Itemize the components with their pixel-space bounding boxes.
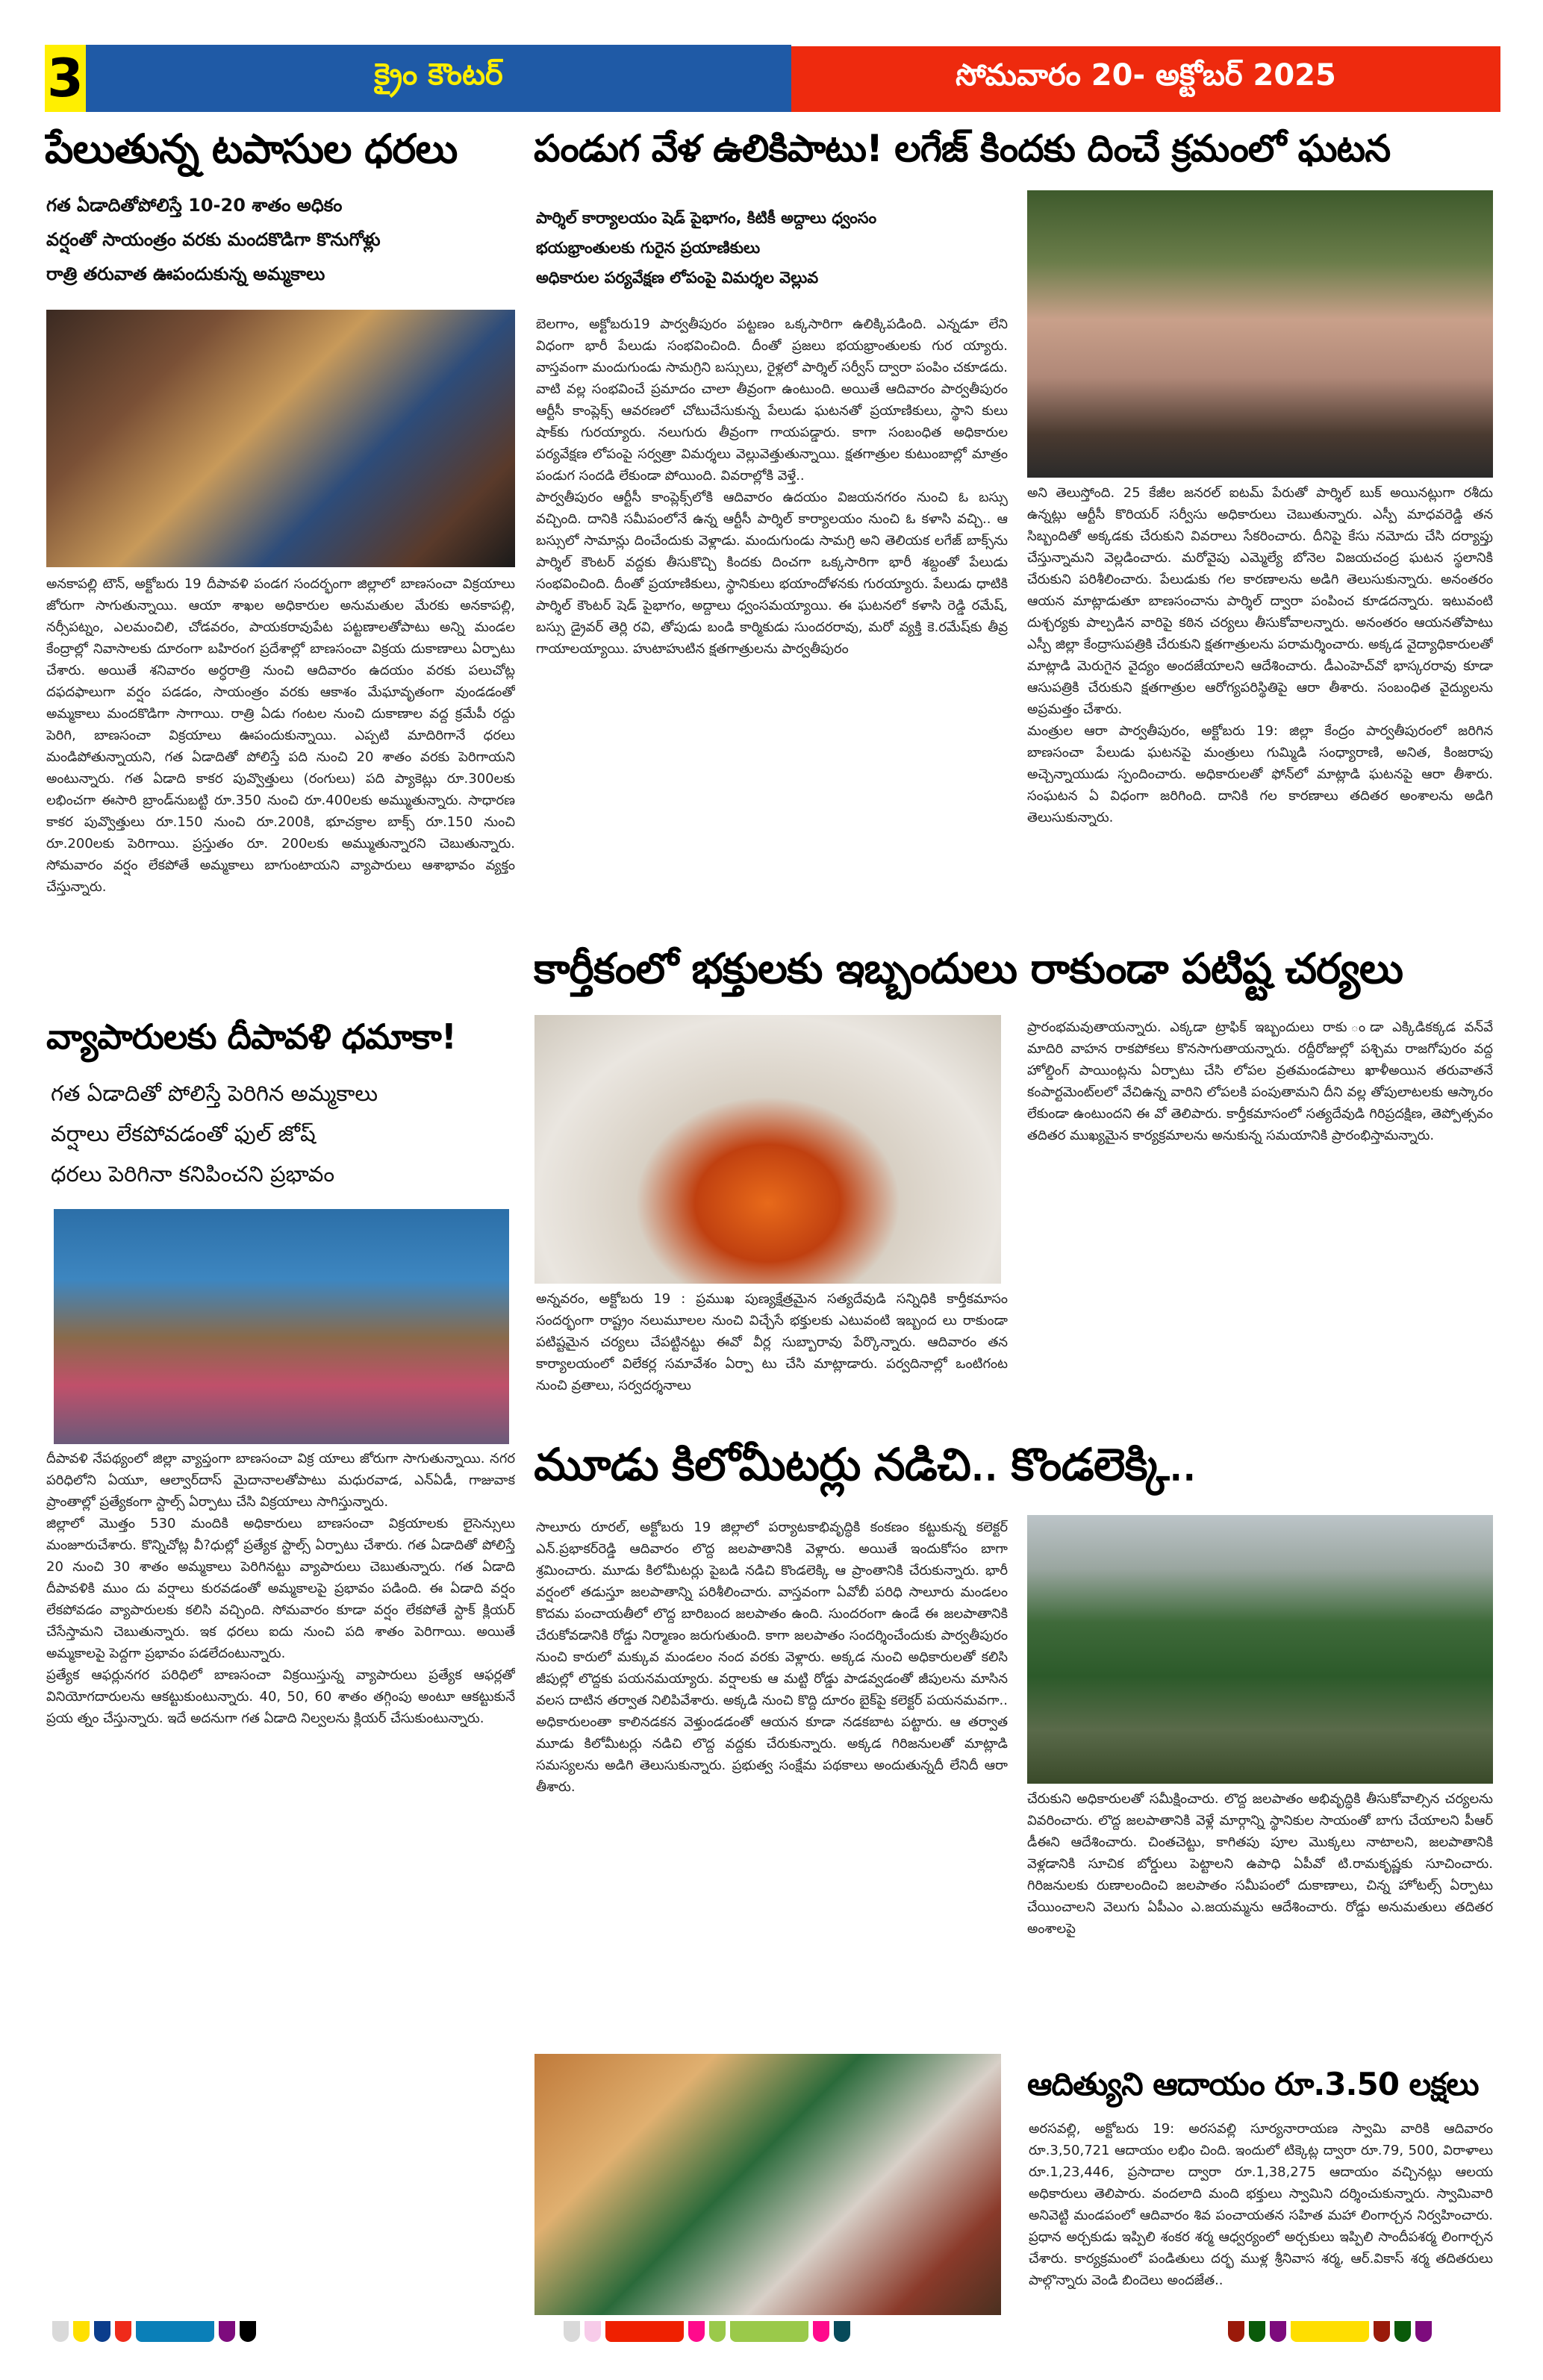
paragraph: పార్వతీపురం ఆర్టీసీ కాంప్లెక్స్‌లోకి ఆదివారం ఉదయం విజయనగరం నుంచి ఓ బస్సు వచ్చింది. దానికి సమీపంలోనే ఉన్న ఆర్టీసీ పార్శిల్ కార్యాలయం నుంచి ఓ కళాసి వచ్చి.. ఆ బస్సులో సామాన్లు దించేందుకు వెళ్లాడు. మందుగుండు సామగ్రి అని తెలియక లగేజ్ బాక్స్‌ను పార్శిల్ కౌంటర్ వద్దకు తీసుకొచ్చి కిందకు దించగా ఒక్కసారిగా భారీ శబ్దంతో పేలుడు సంభవించింది. దీంతో ప్రయాణికులు, స్థానికులు భయాందోళనకు గురయ్యారు. పేలుడు ధాటికి పార్శిల్ కౌంటర్ షెడ్ పైభాగం, అద్దాలు ధ్వంసమయ్యాయి. ఈ ఘటనలో కళాసి రెడ్డి రమేష్, బస్సు డ్రైవర్ తెర్లి రవి, తోపుడు బండి కార్మికుడు సుందరరావు, మరో వ్యక్తి కె.రమేష్‌కు తీవ్ర గాయాలయ్యాయి. హుటాహుటిన క్షతగాత్రులను పార్వతీపురం (536, 490, 1008, 657)
color-swatch (1228, 2321, 1244, 2342)
subhead: ధరలు పెరిగినా కనిపించని ప్రభావం (51, 1161, 335, 1187)
color-swatch (73, 2321, 90, 2342)
color-swatch (94, 2321, 110, 2342)
photo-cracker-shop (46, 310, 515, 567)
page-number: 3 (45, 45, 86, 112)
color-swatch (688, 2321, 705, 2342)
subhead: గత ఏడాదితో పోలిస్తే పెరిగిన అమ్మకాలు (51, 1081, 378, 1106)
color-swatch (115, 2321, 131, 2342)
subheads-crackers (46, 188, 517, 291)
color-swatch (585, 2321, 601, 2342)
color-swatch (1374, 2321, 1390, 2342)
photo-blast-site (1027, 190, 1493, 478)
body-blast-continued (1027, 482, 1493, 930)
color-bar-right (1228, 2321, 1432, 2342)
body-karthika-continued: ప్రారంభమవుతాయన్నారు. ఎక్కడా ట్రాఫిక్ ఇబ్బందులు రాకు ండా ఎక్కిడికక్కడ వన్‌వే మాదిరి వాహన రాకపోకలు కొనసాగుతాయన్నారు. రద్దీరోజుల్లో పశ్చిమ రాజగోపురం వద్ద హోల్డింగ్ పాయింట్లను ఏర్పాటు చేసి లోపల వ్రతమండపాలు ఖాళీఅయిన తరువాతనే కంపార్టమెంట్‌లలో వేచిఉన్న వారిని లోపలకి పంపుతామని దీని వల్ల తోపులాటలకు ఆస్కారం లేకుండా ఉంటుందని ఈ వో తెలిపారు. కార్తీకమాసంలో సత్యదేవుడి గిరిప్రదక్షిణ, తెప్పోత్సవం తదితర ముఖ్యమైన కార్యక్రమాలను అనుకున్న సమయానికి ప్రారంభిస్తామన్నారు. (1027, 1019, 1493, 1143)
color-swatch (564, 2321, 580, 2342)
photo-temple-eo (534, 1015, 1001, 1284)
headline-blast: పండుగ వేళ ఉలికిపాటు! లగేజ్ కిందకు దించే క్రమంలో ఘటన (534, 127, 1391, 170)
subhead: భయభ్రాంతులకు గురైన ప్రయాణికులు (536, 239, 761, 257)
color-bar-left (52, 2321, 256, 2342)
color-swatch (1291, 2321, 1369, 2342)
paragraph: బెలగాం, అక్టోబరు19 పార్వతీపురం పట్టణం ఒక్కసారిగా ఉలిక్కిపడింది. ఎన్నడూ లేని విధంగా భారీ పేలుడు సంభవించింది. దీంతో ప్రజలు భయభ్రాంతులకు గుర య్యారు. వాస్తవంగా మందుగుండు సామగ్రిని బస్సులు, రైళ్లలో పార్శిల్ సర్వీస్ ద్వారా పంపిం చకూడదు. వాటి వల్ల సంభవించే ప్రమాదం చాలా తీవ్రంగా ఉంటుంది. అయితే ఆదివారం పార్వతీపురం ఆర్టీసీ కాంప్లెక్స్ ఆవరణలో చోటుచేసుకున్న పేలుడు ఘటనతో ప్రయాణికులు, స్థాని కులు షాక్‌కు గురయ్యారు. నలుగురు తీవ్రంగా గాయపడ్డారు. కాగా సంబంధిత అధికారుల పర్యవేక్షణ లోపంపై సర్వత్రా విమర్శలు వెల్లువెత్తుతున్నాయి. క్షతగాత్రుల కుటుంబాల్లో మాత్రం పండుగ సందడి లేకుండా పోయింది. వివరాల్లోకి వెళ్తే.. (536, 316, 1008, 484)
photo-waterfall-group (1027, 1515, 1493, 1784)
color-swatch (136, 2321, 214, 2342)
headline-waterfall: మూడు కిలోమీటర్లు నడిచి.. కొండలెక్కి.. (534, 1439, 1196, 1491)
color-swatch (1415, 2321, 1432, 2342)
subhead: పార్శిల్ కార్యాలయం షెడ్ పైభాగం, కిటికీ అద్దాలు ధ్వంసం (536, 209, 877, 227)
photo-felicitation (534, 2054, 1001, 2315)
color-swatch (730, 2321, 808, 2342)
subhead: అధికారుల పర్యవేక్షణ లోపంపై విమర్శల వెల్లువ (536, 269, 819, 287)
color-swatch (240, 2321, 256, 2342)
paragraph: జిల్లాలో మొత్తం 530 మందికి అధికారులు బాణసంచా విక్రయాలకు లైసెన్సులు మంజూరుచేశారు. కొన్నిచోట్ల వీ?ధుల్లో ప్రత్యేక స్టాల్స్ ఏర్పాటు చేశారు. గత ఏడాదితో పోలిస్తే 20 నుంచి 30 శాతం అమ్మకాలు పెరిగినట్టు వ్యాపారులు చెబుతున్నారు. గత ఏడాది దీపావళికి ముం దు వర్షాలు కురవడంతో అమ్మకాలపై ప్రభావం పడింది. ఈ ఏడాది వర్షం లేకపోవడం వ్యాపారులకు కలిసి వచ్చింది. సోమవారం కూడా వర్షం లేకపోతే స్టాక్ క్లియర్ చేసేస్తామని చెబుతున్నారు. ఇక ధరలు ఐదు నుంచి పది శాతం పెరిగాయి. అయితే అమ్మకాలపై పెద్దగా ప్రభావం పడలేదంటున్నారు. (46, 1516, 515, 1661)
color-swatch (219, 2321, 235, 2342)
headline-aditya: ఆదిత్యుని ఆదాయం రూ.3.50 లక్షలు (1027, 2066, 1479, 2102)
subheads-diwali (51, 1073, 514, 1194)
body-crackers: అనకాపల్లి టౌన్, అక్టోబరు 19 దీపావళి పండగ సందర్భంగా జిల్లాలో బాణసంచా విక్రయాలు జోరుగా సాగుతున్నాయి. ఆయా శాఖల అధికారుల అనుమతుల మేరకు అనకాపల్లి, నర్సీపట్నం, ఎలమంచిలి, చోడవరం, పాయకరావుపేట పట్టణాలతోపాటు అన్ని మండల కేంద్రాల్లో నివాసాలకు దూరంగా బహిరంగ ప్రదేశాల్లో బాణసంచా విక్రయ దుకాణాలు ఏర్పాటు చేశారు. అయితే శనివారం అర్ధరాత్రి నుంచి ఆదివారం ఉదయం వరకు పలుచోట్ల దఫదఫాలుగా వర్షం పడడం, సాయంత్రం వరకు ఆకాశం మేఘావృతంగా వుండడంతో అమ్మకాలు మందకొడిగా సాగాయి. రాత్రి ఏడు గంటల నుంచి దుకాణాల వద్ద క్రమేపీ రద్దు పెరిగి, బాణసంచా విక్రయాలు ఊపందుకున్నాయి. ఎప్పటి మాదిరిగానే ధరలు మండిపోతున్నాయని, గత ఏడాదితో పోలిస్తే పది నుంచి 20 శాతం వరకు పెరిగాయని అంటున్నారు. గత ఏడాది కాకర పువ్వొత్తులు (రంగులు) పది ప్యాకెట్లు రూ.300లకు లభించగా ఈసారి బ్రాండ్‌నుబట్టి రూ.350 నుంచి రూ.400లకు అమ్ముతున్నారు. సాధారణ కాకర పువ్వొత్తులు రూ.150 నుంచి రూ.200కి, భూచక్రాల బాక్స్ రూ.150 నుంచి రూ.200లకు పెరిగాయి. ప్రస్తుతం రూ. 200లకు అమ్ముతున్నారని చెబుతున్నారు. సోమవారం వర్షం లేకపోతే అమ్మకాలు బాగుంటాయని వ్యాపారులు ఆశాభావం వ్యక్తం చేస్తున్నారు. (46, 576, 515, 895)
color-swatch (1394, 2321, 1411, 2342)
subhead: గత ఏడాదితోపోలిస్తే 10-20 శాతం అధికం (46, 195, 343, 216)
color-swatch (1270, 2321, 1286, 2342)
body-waterfall-continued: చేరుకుని అధికారులతో సమీక్షించారు. లొద్ద జలపాతం అభివృద్ధికి తీసుకోవాల్సిన చర్యలను వివరించారు. లొద్ద జలపాతానికి వెళ్లే మార్గాన్ని స్థానికుల సాయంతో బాగు చేయాలని పీఆర్ డీఈని ఆదేశించారు. చింతచెట్టు, కాగితపు పూల మొక్కలు నాటాలని, జలపాతానికి వెళ్లడానికి సూచిక బోర్డులు పెట్టాలని ఉపాధి ఏపీవో టి.రామకృష్ణకు సూచించారు. గిరిజనులకు రుణాలందించి జలపాతం సమీపంలో దుకాణాలు, చిన్న హోటల్స్ ఏర్పాటు చేయించాలని వెలుగు ఏపీఎం ఎ.జయమ్మను ఆదేశించారు. రోడ్డు అనుమతులు తదితర అంశాలపై (1027, 1791, 1493, 1937)
color-swatch (605, 2321, 684, 2342)
paragraph: మంత్రుల ఆరా పార్వతీపురం, అక్టోబరు 19: జిల్లా కేంద్రం పార్వతీపురంలో జరిగిన బాణసంచా పేలుడు ఘటనపై మంత్రులు గుమ్మిడి సంధ్యారాణి, అనిత, కింజరాపు అచ్చెన్నాయుడు స్పందించారు. అధికారులతో ఫోన్‌లో మాట్లాడి ఘటనపై ఆరా తీశారు. సంఘటన ఏ విధంగా జరిగింది. దానికి గల కారణాలు తదితర అంశాలను అడిగి తెలుసుకున్నారు. (1027, 723, 1493, 825)
subheads-blast (536, 203, 1006, 293)
color-swatch (709, 2321, 726, 2342)
body-blast (536, 313, 1008, 933)
body-waterfall: సాలూరు రూరల్, అక్టోబరు 19 జిల్లాలో పర్యాటకాభివృద్ధికి కంకణం కట్టుకున్న కలెక్టర్ ఎన్.ప్రభాకర్‌రెడ్డి ఆదివారం లొద్ద జలపాతానికి వెళ్లారు. అయితే ఇందుకోసం బాగా శ్రమించారు. మూడు కిలోమీటర్లు పైబడి నడిచి కొండలెక్కి ఆ ప్రాంతానికి చేరుకున్నారు. భారీ వర్షంలో తడుస్తూ జలపాతాన్ని పరిశీలించారు. వాస్తవంగా ఏవోబీ పరిధి సాలూరు మండలం కొదమ పంచాయతీలో లొద్ద బారిబంద జలపాతం ఉంది. సుందరంగా ఉండే ఈ జలపాతానికి చేరుకోవడానికి రోడ్డు నిర్మాణం జరుగుతుంది. కాగా జలపాతం సందర్శించేందుకు పార్వతీపురం నుంచి కారులో మక్కువ మండలం నంద వరకు వెళ్లారు. అక్కడ నుంచి అధికారులతో కలిసి జీపుల్లో లొద్దకు పయనమయ్యారు. వర్షాలకు ఆ మట్టి రోడ్డు పాడవ్వడంతో జీపులను మాసిన వలస దాటిన తర్వాత నిలిపివేశారు. అక్కడి నుంచి కొద్ది దూరం బైక్‌పై కలెక్టర్ పయనమవగా.. అధికారులంతా కాలినడకన వెళ్తుండడంతో ఆయన కూడా నడకబాట పట్టారు. ఆ తర్వాత మూడు కిలోమీటర్లు నడిచి లొద్ద వద్దకు చేరుకున్నారు. అక్కడ గిరిజనులతో మాట్లాడి సమస్యలను అడిగి తెలుసుకున్నారు. ప్రభుత్వ సంక్షేమ పథకాలు అందుతున్నదీ లేనిదీ ఆరా తీశారు. (536, 1519, 1008, 1795)
photo-cracker-stalls (54, 1209, 509, 1444)
color-swatch (52, 2321, 69, 2342)
headline-diwali: వ్యాపారులకు దీపావళి ధమాకా! (46, 1016, 456, 1057)
issue-date: సోమవారం 20- అక్టోబర్ 2025 (791, 46, 1500, 112)
color-swatch (813, 2321, 829, 2342)
subhead: వర్షంతో సాయంత్రం వరకు మందకొడిగా కొనుగోళ్లు (46, 229, 381, 250)
paragraph: అని తెలుస్తోంది. 25 కేజీల జనరల్ ఐటమ్ పేరుతో పార్శిల్ బుక్ అయినట్లుగా రశీదు ఉన్నట్లు ఆర్టీసీ కొరియర్ సర్వీసు అధికారులు చెబుతున్నారు. ఎస్పీ మాధవరెడ్డి తన సిబ్బందితో అక్కడకు చేరుకుని వివరాలు సేకరించారు. దీనిపై కేసు నమోదు చేసి దర్యాప్తు చేస్తున్నామని వెల్లడించారు. మరోవైపు ఎమ్మెల్యే బోనెల విజయచంద్ర ఘటన స్థలానికి చేరుకుని పరిశీలించారు. పేలుడుకు గల కారణాలను అడిగి తెలుసుకున్నారు. అనంతరం ఆయన మాట్లాడుతూ బాణసంచాను పార్శిల్ ద్వారా పంపించ కూడదన్నారు. ఇటువంటి దుశ్చర్యకు పాల్పడిన వారిపై కఠిన చర్యలు తీసుకోవాలన్నారు. అనంతరం ఆయనతోపాటు ఎస్పీ జిల్లా కేంద్రాసుపత్రికి చేరుకుని క్షతగాత్రులను పరామర్శించారు. అక్కడ వైద్యాధికారులతో మాట్లాడి మెరుగైన వైద్యం అందజేయాలని ఆదేశించారు. డీఎంహెచ్‌వో భాస్కరరావు కూడా ఆసుపత్రికి చేరుకుని క్షతగాత్రుల ఆరోగ్యపరిస్థితిపై ఆరా తీశారు. సంబంధిత వైద్యులను అప్రమత్తం చేశారు. (1027, 485, 1493, 717)
color-swatch (834, 2321, 850, 2342)
section-title: క్రైం కౌంటర్ (86, 45, 791, 112)
body-karthika: అన్నవరం, అక్టోబరు 19 : ప్రముఖ పుణ్యక్షేత్రమైన సత్యదేవుడి సన్నిధికి కార్తీకమాసం సందర్భంగా రాష్ట్రం నలుమూలల నుంచి విచ్చేసే భక్తులకు ఎటువంటి ఇబ్బంద లు రాకుండా పటిష్టమైన చర్యలు చేపట్టినట్టు ఈవో వీర్ల సుబ్బారావు పేర్కొన్నారు. ఆదివారం తన కార్యాలయంలో విలేకర్ల సమావేశం ఏర్పా టు చేసి మాట్లాడారు. పర్వదినాల్లో ఒంటిగంట నుంచి వ్రతాలు, సర్వదర్శనాలు (536, 1291, 1008, 1393)
color-swatch (1249, 2321, 1265, 2342)
paragraph: దీపావళి నేపథ్యంలో జిల్లా వ్యాప్తంగా బాణసంచా విక్ర యాలు జోరుగా సాగుతున్నాయి. నగర పరిధిలోని ఏయూ, ఆల్వార్‌దాస్ మైదానాలతోపాటు మధురవాడ, ఎన్ఏడీ, గాజువాక ప్రాంతాల్లో ప్రత్యేకంగా స్టాల్స్ ఏర్పాటు చేసి విక్రయాలు సాగిస్తున్నారు. (46, 1451, 515, 1510)
headline-karthika: కార్తీకంలో భక్తులకు ఇబ్బందులు రాకుండా పటిష్ట చర్యలు (534, 945, 1403, 993)
subhead: రాత్రి తరువాత ఊపందుకున్న అమ్మకాలు (46, 263, 325, 284)
body-diwali (46, 1448, 515, 2314)
paragraph: ప్రత్యేక ఆఫర్లునగర పరిధిలో బాణసంచా విక్రయిస్తున్న వ్యాపారులు ప్రత్యేక ఆఫర్లతో వినియోగదారులను ఆకట్టుకుంటున్నారు. 40, 50, 60 శాతం తగ్గింపు అంటూ ఆకట్టుకునే ప్రయ త్నం చేస్తున్నారు. ఇదే అదనుగా గత ఏడాది నిల్వలను క్లియర్ చేసుకుంటున్నారు. (46, 1667, 515, 1726)
headline-crackers: పేలుతున్న టపాసుల ధరలు (45, 125, 458, 172)
color-bar-middle (564, 2321, 850, 2342)
body-aditya: అరసవల్లి, అక్టోబరు 19: అరసవల్లి సూర్యనారాయణ స్వామి వారికి ఆదివారం రూ.3,50,721 ఆదాయం లభిం చింది. ఇందులో టిక్కెట్ల ద్వారా రూ.79, 500, విరాళాలు రూ.1,23,446, ప్రసాదాల ద్వారా రూ.1,38,275 ఆదాయం వచ్చినట్లు ఆలయ అధికారులు తెలిపారు. వందలాది మంది భక్తులు స్వామిని దర్శించుకున్నారు. స్వామివారి అనివెట్టి మండపంలో ఆదివారం శివ పంచాయతన సహిత మహా లింగార్చన నిర్వహించారు. ప్రధాన అర్చకుడు ఇప్పిలి శంకర శర్మ ఆధ్వర్యంలో అర్చకులు ఇప్పిలి సాందీపశర్మ లింగార్చన చేశారు. కార్యక్రమంలో పండితులు దర్భ ముళ్ల శ్రీనివాస శర్మ, ఆర్.వికాస్ శర్మ తదితరులు పాల్గొన్నారు వెండి బిందెలు అందజేత.. (1029, 2121, 1493, 2288)
subhead: వర్షాలు లేకపోవడంతో ఫుల్ జోష్ (51, 1121, 316, 1146)
